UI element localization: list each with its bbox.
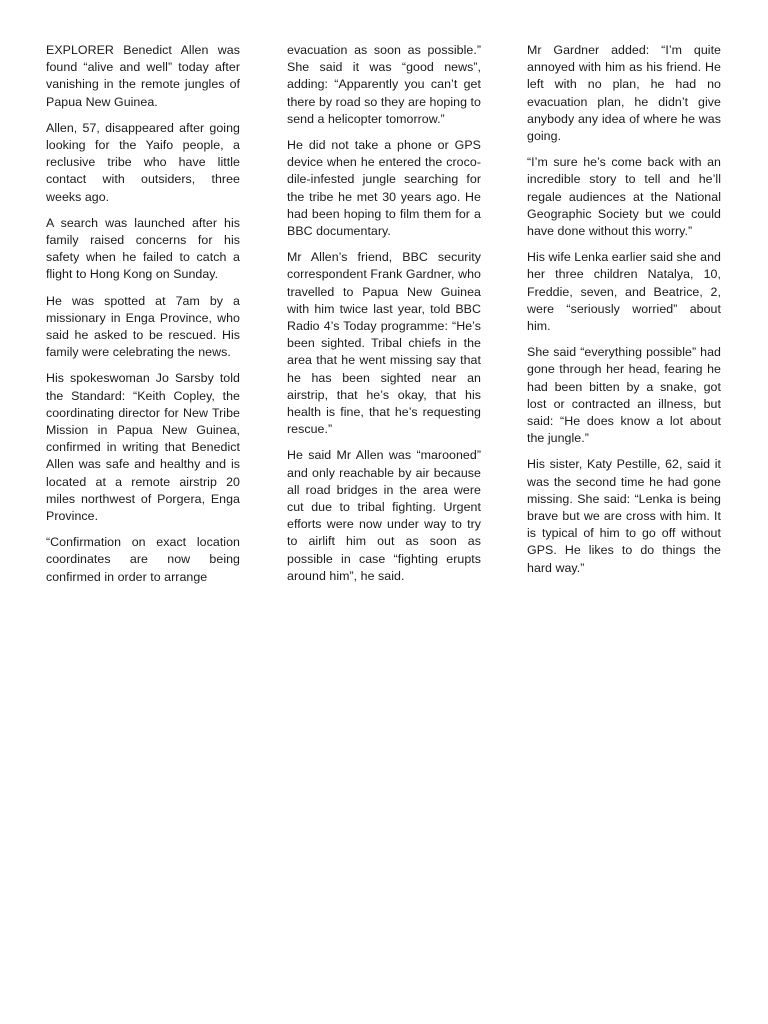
paragraph: “Confirmation on exact location coordinates are now being confirmed in order to arrange bbox=[46, 535, 240, 584]
article-column-2 bbox=[287, 42, 481, 594]
paragraph: “I’m sure he’s come back with an incredible story to tell and he’ll regale audiences at the National Geographic Society but we could have done without this worry.” bbox=[527, 155, 721, 239]
paragraph: She said “everything possible” had gone through her head, fearing he had been bitten by a snake, got lost or contracted an illness, but said: “He does know a lot about the jungle.” bbox=[527, 345, 721, 446]
paragraph: Mr Gardner added: “I’m quite annoyed with him as his friend. He left with no plan, he had no evacuation plan, he didn’t give anybody any idea of where he was going. bbox=[527, 43, 721, 144]
paragraph: evacuation as soon as possible.” She said it was “good news”, adding: “Apparently you can’t get there by road so they are hoping to send a helicopter tomorrow.” bbox=[287, 43, 481, 126]
paragraph: Mr Allen’s friend, BBC security correspondent Frank Gardner, who travelled to Papua New Guinea with him twice last year, told BBC Radio 4’s Today programme: “He’s been sighted. Tribal chiefs in the area that he went missing say that he has been sighted near an airstrip, that he’s okay, that his health is fine, that he’s requesting rescue.” bbox=[287, 250, 481, 437]
article-column-3 bbox=[527, 42, 721, 586]
paragraph: He said Mr Allen was “marooned” and only reachable by air because all road bridges in the area were cut due to tribal fighting. Urgent efforts were now under way to try to airlift him out as soon as possible in case “fighting erupts around him”, he said. bbox=[287, 448, 481, 583]
article-column-1 bbox=[46, 42, 240, 595]
paragraph: EXPLORER Benedict Allen was found “alive and well” today after vanishing in the remote jungles of Papua New Guinea. bbox=[46, 43, 240, 109]
paragraph: Allen, 57, disappeared after going looking for the Yaifo people, a reclusive tribe who have little contact with outsiders, three weeks ago. bbox=[46, 120, 240, 204]
paragraph: He did not take a phone or GPS device when he entered the croco-dile-infested jungle searching for the tribe he met 30 years ago. He had been hoping to film them for a BBC documentary. bbox=[287, 138, 481, 239]
paragraph: A search was launched after his family raised concerns for his safety when he failed to catch a flight to Hong Kong on Sunday. bbox=[46, 215, 240, 282]
paragraph: His spokeswoman Jo Sarsby told the Standard: “Keith Copley, the coordinating director for New Tribe Mission in Papua New Guinea, confirmed in writing that Benedict Allen was safe and healthy and is located at a remote airstrip 20 miles northwest of Porgera, Enga Province. bbox=[46, 371, 240, 524]
paragraph: His wife Lenka earlier said she and her three children Natalya, 10, Freddie, seven, and Beatrice, 2, were “seriously worried” about him. bbox=[527, 250, 721, 334]
paragraph: His sister, Katy Pestille, 62, said it was the second time he had gone missing. She said: “Lenka is being brave but we are cross with him. It is typical of him to go off without GPS. He likes to do things the hard way.” bbox=[527, 457, 721, 575]
paragraph: He was spotted at 7am by a missionary in Enga Province, who said he asked to be rescued. His family were celebrating the news. bbox=[46, 293, 240, 360]
